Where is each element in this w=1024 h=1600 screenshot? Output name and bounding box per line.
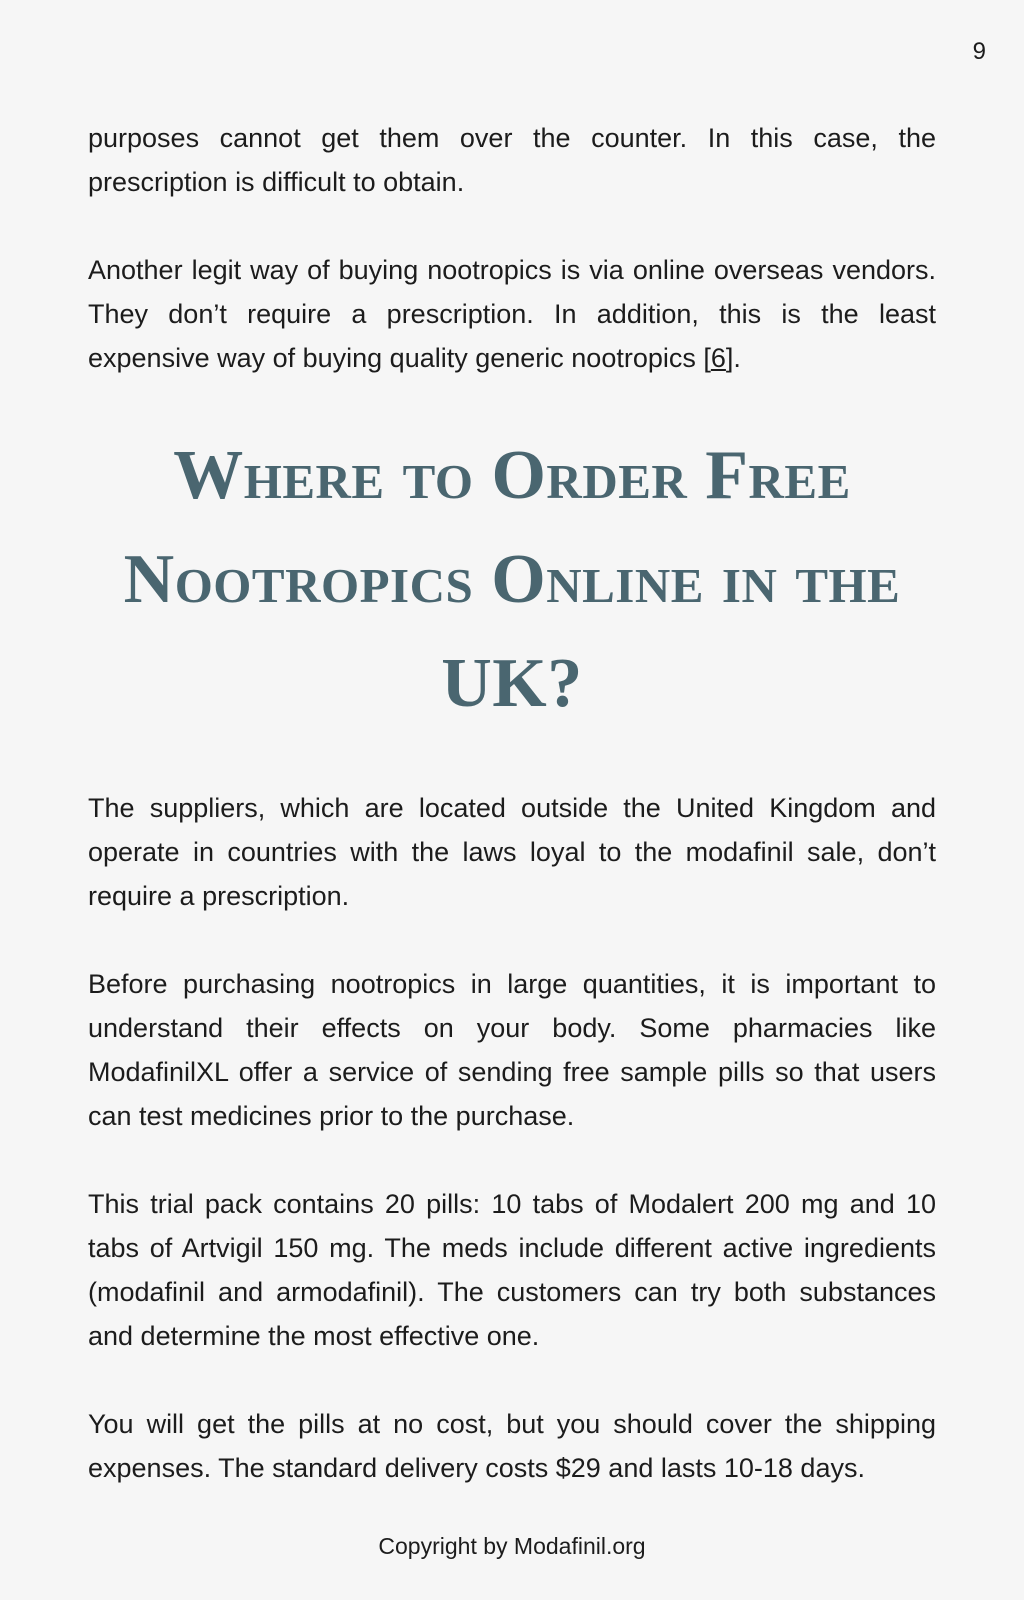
- paragraph-suppliers: The suppliers, which are located outside the United Kingdom and operate in countries with the laws loyal to the modafinil sale, don’t require a prescription.: [88, 793, 936, 911]
- reference-link-6[interactable]: 6: [710, 343, 726, 373]
- paragraph-prescription: purposes cannot get them over the counter. In this case, the prescription is difficult to obtain.: [88, 123, 936, 197]
- paragraph-online-vendors: [88, 248, 936, 380]
- section-heading: Where to Order Free Nootropics Online in the UK?: [123, 437, 901, 722]
- paragraph-online-vendors-text: Another legit way of buying nootropics is via online overseas vendors. They don’t require a prescription. In addition, this is the least expensive way of buying quality generic nootropics: [88, 255, 936, 373]
- reference-close-bracket: ].: [725, 343, 741, 373]
- page-number: 9: [972, 38, 986, 65]
- paragraph-free-samples: Before purchasing nootropics in large quantities, it is important to understand their effects on your body. Some pharmacies like ModafinilXL offer a service of sending free sample pills so that users can test medicines prior to the purchase.: [88, 969, 936, 1131]
- reference-open-bracket: [: [703, 343, 711, 373]
- page-content: [88, 116, 936, 1534]
- footer-copyright: Copyright by Modafinil.org: [378, 1533, 646, 1559]
- paragraph-shipping: You will get the pills at no cost, but you should cover the shipping expenses. The standard delivery costs $29 and lasts 10-18 days.: [88, 1409, 936, 1483]
- paragraph-trial-pack: This trial pack contains 20 pills: 10 tabs of Modalert 200 mg and 10 tabs of Artvigil 150 mg. The meds include different active ingredients (modafinil and armodafinil). The customers can try both substances and determine the most effective one.: [88, 1189, 936, 1351]
